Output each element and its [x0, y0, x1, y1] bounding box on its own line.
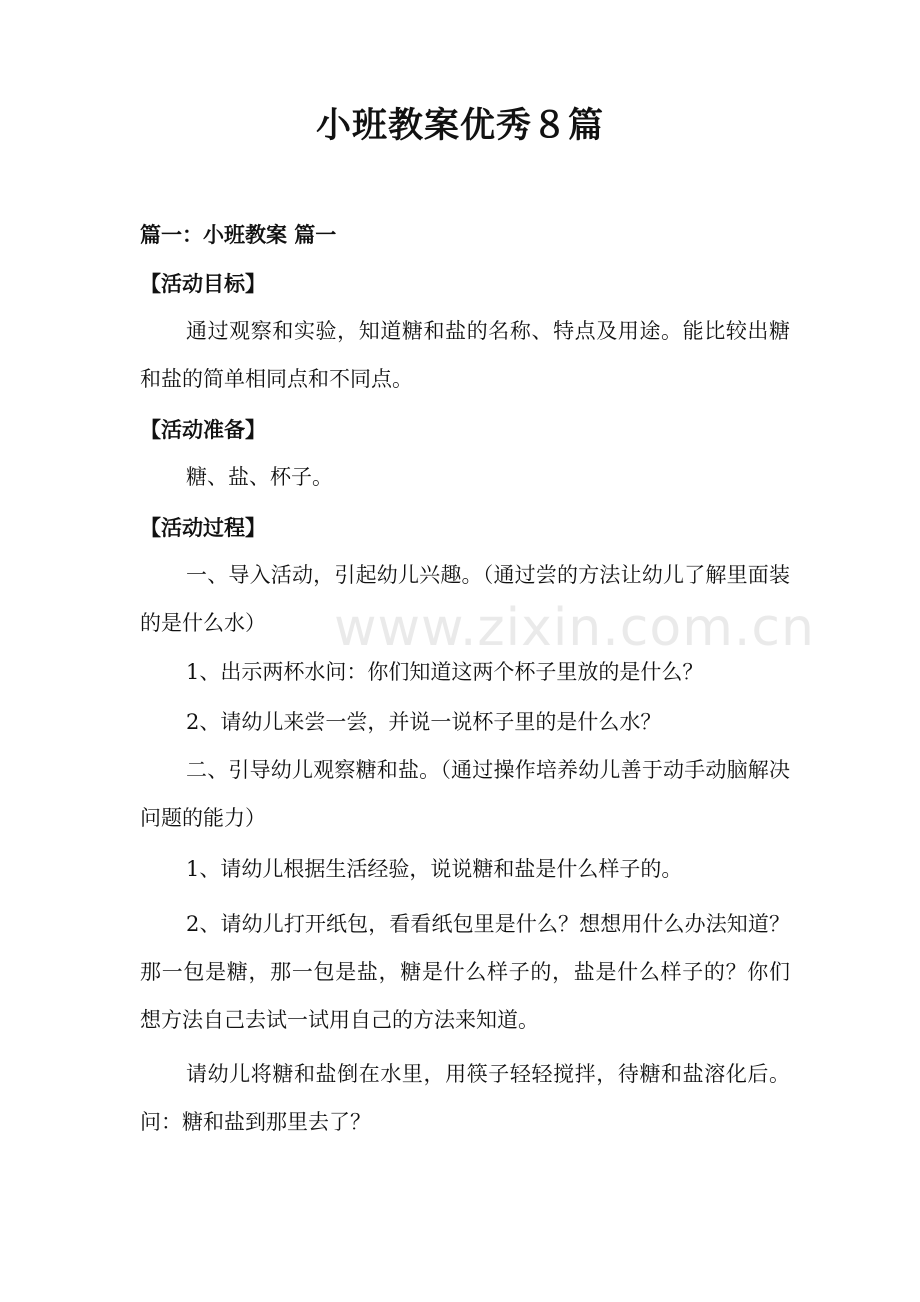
goal-heading: 【活动目标】	[140, 272, 266, 296]
process-step-2-1: 1、请幼儿根据生活经验，说说糖和盐是什么样子的。	[186, 857, 683, 881]
prep-paragraph: 糖、盐、杯子。	[186, 465, 333, 489]
section-heading: 篇一：小班教案 篇一	[140, 223, 337, 247]
process-heading: 【活动过程】	[140, 516, 266, 540]
process-step-2: 二、引导幼儿观察糖和盐。（通过操作培养幼儿善于动手动脑解决问题的能力）	[140, 758, 790, 830]
process-step-1-1: 1、出示两杯水问：你们知道这两个杯子里放的是什么？	[186, 660, 704, 684]
watermark: www.zixin.com.cn	[334, 598, 815, 658]
prep-heading: 【活动准备】	[140, 418, 266, 442]
goal-paragraph: 通过观察和实验，知道糖和盐的名称、特点及用途。能比较出糖和盐的简单相同点和不同点。	[140, 319, 790, 391]
process-step-1-2: 2、请幼儿来尝一尝，并说一说杯子里的是什么水？	[186, 710, 662, 734]
process-step-1: 一、导入活动，引起幼儿兴趣。（通过尝的方法让幼儿了解里面装的是什么水）	[140, 563, 790, 635]
process-step-2-2: 2、请幼儿打开纸包，看看纸包里是什么？想想用什么办法知道？那一包是糖，那一包是盐，糖是什么样子的，盐是什么样子的？你们想方法自己去试一试用自己的方法来知道。	[140, 912, 790, 1032]
process-step-2-3: 请幼儿将糖和盐倒在水里，用筷子轻轻搅拌，待糖和盐溶化后。问：糖和盐到那里去了？	[140, 1062, 790, 1134]
document-title: 小班教案优秀８篇	[315, 106, 604, 146]
